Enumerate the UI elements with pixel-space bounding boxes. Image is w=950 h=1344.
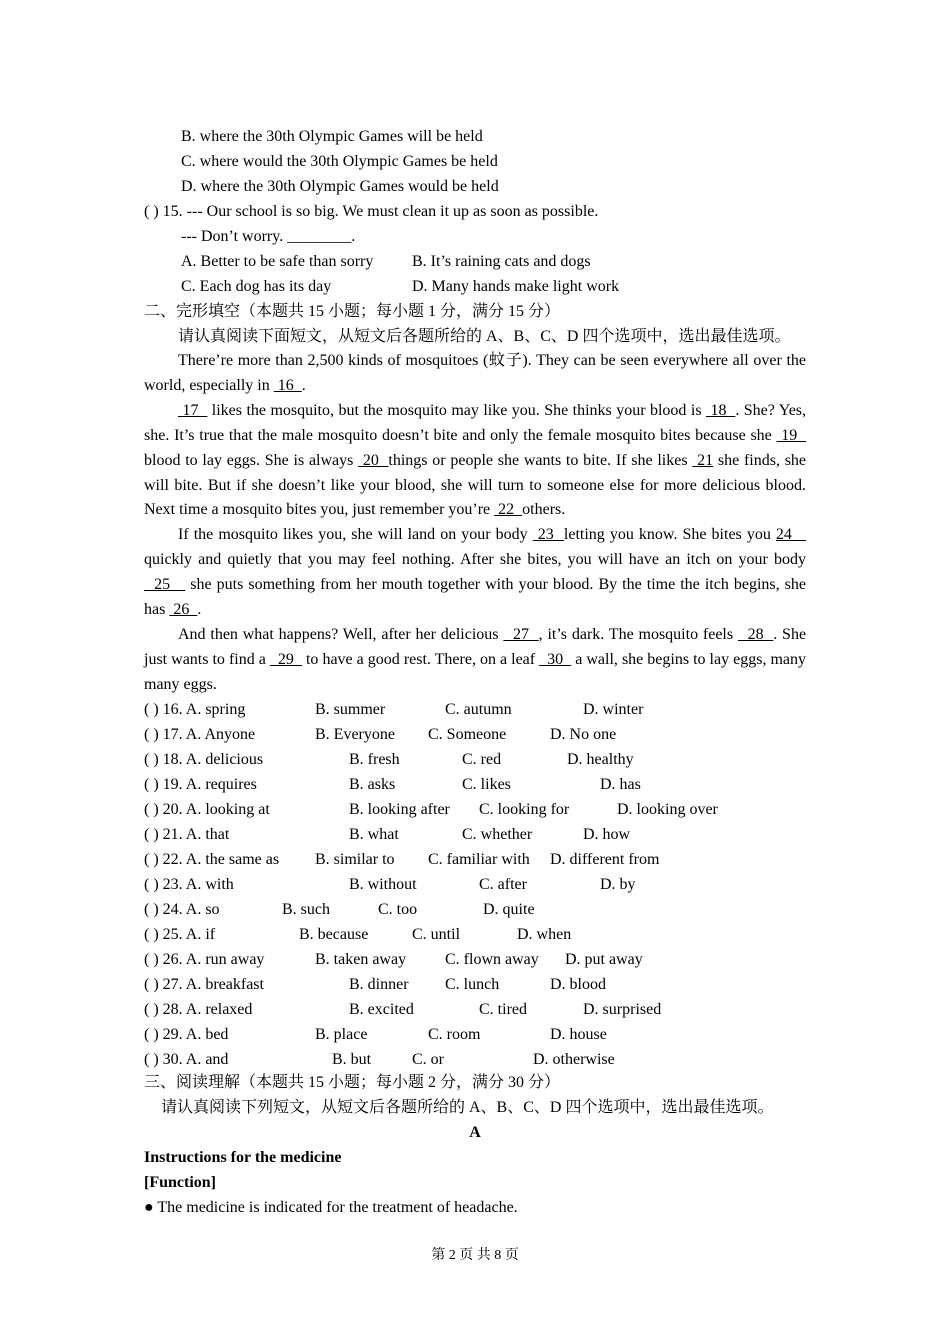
q15-option-b: B. It’s raining cats and dogs	[412, 253, 591, 270]
question-20: ( ) 20. A. looking at	[144, 801, 270, 818]
q28-option-d: D. surprised	[583, 1001, 662, 1018]
cloze-passage	[144, 349, 806, 698]
q30-option-d: D. otherwise	[533, 1051, 615, 1068]
blank-30: 30	[539, 650, 572, 668]
q28-option-b: B. excited	[349, 1001, 414, 1018]
blank-18: 18	[706, 401, 736, 419]
question-22: ( ) 22. A. the same as	[144, 851, 280, 868]
q18-option-b: B. fresh	[349, 751, 400, 768]
q17-option-c: C. Someone	[428, 726, 507, 743]
question-17: ( ) 17. A. Anyone	[144, 726, 256, 743]
q14-option-b: B. where the 30th Olympic Games will be held	[181, 128, 483, 145]
function-heading: [Function]	[144, 1174, 216, 1191]
q21-option-c: C. whether	[462, 826, 533, 843]
page-number: 第 2 页 共 8 页	[431, 1248, 519, 1263]
blank-29: 29	[269, 650, 302, 668]
q22-option-b: B. similar to	[315, 851, 395, 868]
function-item: ● The medicine is indicated for the treatment of headache.	[144, 1199, 518, 1216]
q24-option-b: B. such	[282, 901, 330, 918]
q21-option-b: B. what	[349, 826, 399, 843]
q30-option-b: B. but	[332, 1051, 372, 1068]
q20-option-b: B. looking after	[349, 801, 450, 818]
q16-option-d: D. winter	[583, 701, 644, 718]
blank-23: 23	[532, 526, 564, 544]
q24-option-d: D. quite	[483, 901, 535, 918]
q20-option-c: C. looking for	[479, 801, 570, 818]
q14-option-d: D. where the 30th Olympic Games would be held	[181, 178, 499, 195]
question-29: ( ) 29. A. bed	[144, 1026, 229, 1043]
q26-option-b: B. taken away	[315, 951, 407, 968]
q22-option-c: C. familiar with	[428, 851, 530, 868]
section3-heading: 三、阅读理解（本题共 15 小题；每小题 2 分，满分 30 分）	[144, 1074, 561, 1091]
blank-26: 26	[169, 601, 198, 619]
blank-19: 19	[776, 426, 807, 444]
question-24: ( ) 24. A. so	[144, 901, 220, 918]
q24-option-c: C. too	[378, 901, 418, 918]
question-23: ( ) 23. A. with	[144, 876, 234, 893]
q15-stem: ( ) 15. --- Our school is so big. We must clean it up as soon as possible.	[144, 203, 599, 220]
q15-option-d: D. Many hands make light work	[412, 278, 620, 295]
blank-17: 17	[178, 401, 208, 419]
q27-option-b: B. dinner	[349, 976, 409, 993]
section3-instruction: 请认真阅读下列短文，从短文后各题所给的 A、B、C、D 四个选项中，选出最佳选项。	[161, 1099, 774, 1116]
blank-25: 25	[144, 576, 186, 594]
blank-24: 24	[775, 526, 807, 544]
q16-option-c: C. autumn	[445, 701, 512, 718]
q29-option-d: D. house	[550, 1026, 607, 1043]
blank-27: 27	[503, 625, 539, 643]
question-21: ( ) 21. A. that	[144, 826, 230, 843]
passage-paragraph-1: There’re more than 2,500 kinds of mosquitoes (蚊子). They can be seen everywhere all over the world, especially in 16 .	[144, 352, 806, 394]
question-30: ( ) 30. A. and	[144, 1051, 229, 1068]
q17-option-b: B. Everyone	[315, 726, 395, 743]
q17-option-d: D. No one	[550, 726, 617, 743]
blank-22: 22	[494, 501, 523, 519]
q15-option-c: C. Each dog has its day	[181, 278, 332, 295]
q29-option-b: B. place	[315, 1026, 368, 1043]
passage-paragraph-2: 17 likes the mosquito, but the mosquito may like you. She thinks your blood is 18 . She? Yes, she. It’s true that the male mosquito doesn’t bite and only the female mosquito bites because she 19 blood to lay eggs. She is always 20 things or people she wants to bite. If she likes 21 she finds, she will bite. But if she doesn’t like your blood, she will turn to someone else for more delicious blood. Next time a mosquito bites you, just remember you’re 22 others.	[144, 401, 807, 519]
q30-option-c: C. or	[412, 1051, 444, 1068]
blank-28: 28	[737, 625, 774, 643]
q19-option-d: D. has	[600, 776, 641, 793]
question-16: ( ) 16. A. spring	[144, 701, 246, 718]
q16-option-b: B. summer	[315, 701, 386, 718]
q25-option-b: B. because	[299, 926, 369, 943]
blank-21: 21	[692, 451, 714, 469]
passage-paragraph-3: If the mosquito likes you, she will land on your body 23 letting you know. She bites you 24 quickly and quietly that you may feel nothing. After she bites, you will have an itch on your body 25 she puts something from her mouth together with your blood. By the time the itch begins, she has 26 .	[144, 526, 807, 619]
blank-16: 16	[273, 376, 302, 394]
q27-option-c: C. lunch	[445, 976, 500, 993]
question-27: ( ) 27. A. breakfast	[144, 976, 264, 993]
question-28: ( ) 28. A. relaxed	[144, 1001, 253, 1018]
q19-option-c: C. likes	[462, 776, 511, 793]
q18-option-c: C. red	[462, 751, 502, 768]
q23-option-d: D. by	[600, 876, 636, 893]
q20-option-d: D. looking over	[617, 801, 718, 818]
q26-option-c: C. flown away	[445, 951, 539, 968]
passage-paragraph-4: And then what happens? Well, after her delicious 27 , it’s dark. The mosquito feels 28 . She just wants to find a 29 to have a good rest. There, on a leaf 30 a wall, she begins to lay eggs, many many eggs.	[144, 625, 807, 693]
q26-option-d: D. put away	[565, 951, 643, 968]
section2-instruction: 请认真阅读下面短文，从短文后各题所给的 A、B、C、D 四个选项中，选出最佳选项。	[178, 328, 791, 345]
q19-option-b: B. asks	[349, 776, 396, 793]
bullet-icon: ●	[144, 1199, 154, 1216]
q27-option-d: D. blood	[550, 976, 606, 993]
q25-option-d: D. when	[517, 926, 572, 943]
question-18: ( ) 18. A. delicious	[144, 751, 264, 768]
question-19: ( ) 19. A. requires	[144, 776, 257, 793]
q14-option-c: C. where would the 30th Olympic Games be held	[181, 153, 498, 170]
q25-option-c: C. until	[412, 926, 461, 943]
medicine-title: Instructions for the medicine	[144, 1149, 342, 1166]
q18-option-d: D. healthy	[567, 751, 634, 768]
q15-reply: --- Don’t worry. ________.	[181, 228, 356, 245]
question-25: ( ) 25. A. if	[144, 926, 216, 943]
q28-option-c: C. tired	[479, 1001, 527, 1018]
q23-option-b: B. without	[349, 876, 417, 893]
q15-option-a: A. Better to be safe than sorry	[181, 253, 374, 270]
q23-option-c: C. after	[479, 876, 527, 893]
section2-heading: 二、完形填空（本题共 15 小题；每小题 1 分，满分 15 分）	[144, 303, 561, 320]
q29-option-c: C. room	[428, 1026, 481, 1043]
q21-option-d: D. how	[583, 826, 631, 843]
q22-option-d: D. different from	[550, 851, 660, 868]
question-26: ( ) 26. A. run away	[144, 951, 265, 968]
passage-label-a: A	[469, 1124, 481, 1141]
blank-20: 20	[358, 451, 389, 469]
